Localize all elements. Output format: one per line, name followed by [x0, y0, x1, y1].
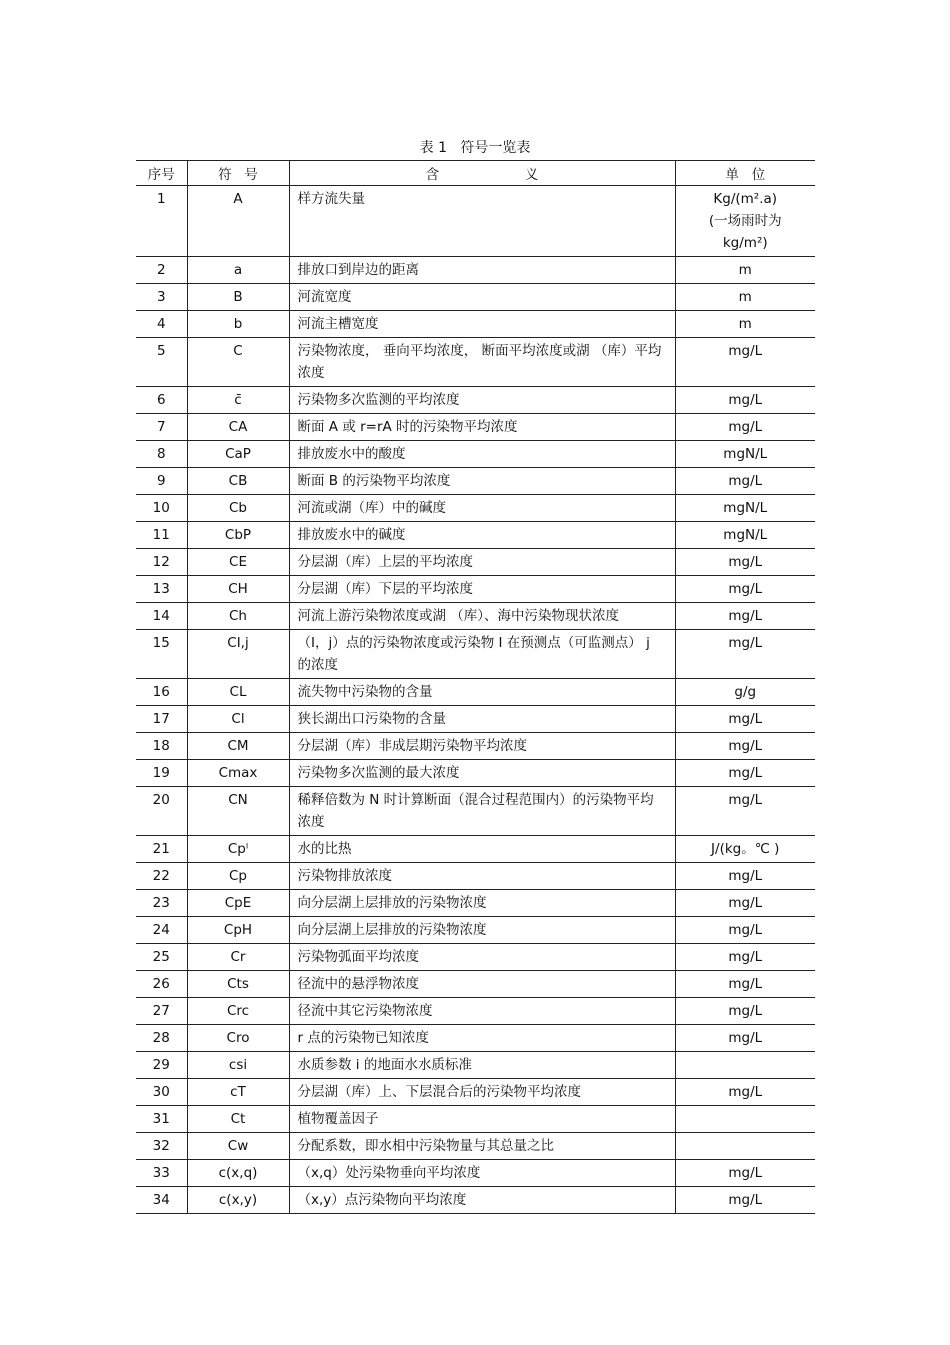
row-number: 22: [136, 863, 187, 890]
row-meaning: 流失物中污染物的含量: [289, 679, 675, 706]
row-unit: mg/L: [675, 760, 815, 787]
table-row: [136, 284, 815, 311]
row-unit: Kg/(m².a) (一场雨时为 kg/m²): [675, 186, 815, 257]
row-number: 13: [136, 576, 187, 603]
row-meaning: 断面 A 或 r=rA 时的污染物平均浓度: [289, 414, 675, 441]
row-number: 17: [136, 706, 187, 733]
row-unit: mg/L: [675, 338, 815, 387]
row-meaning: 分配系数，即水相中污染物量与其总量之比: [289, 1133, 675, 1160]
row-unit: J/(kg。℃ ): [675, 836, 815, 863]
row-unit: mg/L: [675, 1025, 815, 1052]
table-row: [136, 706, 815, 733]
row-meaning: 断面 B 的污染物平均浓度: [289, 468, 675, 495]
row-unit: mg/L: [675, 863, 815, 890]
row-unit: mgN/L: [675, 495, 815, 522]
table-row: [136, 1106, 815, 1133]
row-meaning: 污染物弧面平均浓度: [289, 944, 675, 971]
row-meaning: 河流主槽宽度: [289, 311, 675, 338]
table-row: [136, 890, 815, 917]
row-symbol: CM: [187, 733, 289, 760]
row-number: 15: [136, 630, 187, 679]
table-row: [136, 1025, 815, 1052]
row-symbol: CA: [187, 414, 289, 441]
header-number: 序号: [136, 161, 187, 186]
header-meaning: 含 义: [289, 161, 675, 186]
row-symbol: Cb: [187, 495, 289, 522]
symbol-table: [136, 160, 815, 1214]
row-symbol: CH: [187, 576, 289, 603]
row-symbol: CI,j: [187, 630, 289, 679]
row-meaning: （x,q）处污染物垂向平均浓度: [289, 1160, 675, 1187]
row-number: 33: [136, 1160, 187, 1187]
row-symbol: C: [187, 338, 289, 387]
row-unit: mg/L: [675, 944, 815, 971]
row-number: 2: [136, 257, 187, 284]
row-symbol: b: [187, 311, 289, 338]
row-unit: [675, 1106, 815, 1133]
row-meaning: r 点的污染物已知浓度: [289, 1025, 675, 1052]
row-meaning: 样方流失量: [289, 186, 675, 257]
row-symbol: Cpˡ: [187, 836, 289, 863]
table-title: 表 1 符号一览表: [419, 140, 531, 156]
row-number: 29: [136, 1052, 187, 1079]
row-symbol: CL: [187, 679, 289, 706]
table-row: [136, 917, 815, 944]
table-row: [136, 603, 815, 630]
row-symbol: c(x,y): [187, 1187, 289, 1214]
row-meaning: 分层湖（库）非成层期污染物平均浓度: [289, 733, 675, 760]
table-row: [136, 944, 815, 971]
row-meaning: 污染物多次监测的平均浓度: [289, 387, 675, 414]
row-unit: [675, 1133, 815, 1160]
row-number: 4: [136, 311, 187, 338]
row-meaning: 河流宽度: [289, 284, 675, 311]
row-unit: m: [675, 257, 815, 284]
row-unit: m: [675, 284, 815, 311]
row-unit: mgN/L: [675, 522, 815, 549]
table-row: [136, 787, 815, 836]
row-unit: mg/L: [675, 1079, 815, 1106]
row-unit: mg/L: [675, 387, 815, 414]
row-symbol: A: [187, 186, 289, 257]
row-unit: m: [675, 311, 815, 338]
row-meaning: 水质参数 i 的地面水水质标准: [289, 1052, 675, 1079]
row-number: 25: [136, 944, 187, 971]
row-number: 31: [136, 1106, 187, 1133]
row-symbol: Cts: [187, 971, 289, 998]
table-row: [136, 998, 815, 1025]
row-number: 5: [136, 338, 187, 387]
row-number: 23: [136, 890, 187, 917]
row-number: 19: [136, 760, 187, 787]
table-row: [136, 863, 815, 890]
row-meaning: 植物覆盖因子: [289, 1106, 675, 1133]
table-row: [136, 971, 815, 998]
row-number: 1: [136, 186, 187, 257]
row-number: 6: [136, 387, 187, 414]
row-unit: mg/L: [675, 787, 815, 836]
row-meaning: 河流上游污染物浓度或湖 （库）、海中污染物现状浓度: [289, 603, 675, 630]
row-unit: mg/L: [675, 706, 815, 733]
row-unit: mg/L: [675, 998, 815, 1025]
table-row: [136, 441, 815, 468]
row-symbol: Cw: [187, 1133, 289, 1160]
row-unit: mg/L: [675, 890, 815, 917]
table-row: [136, 414, 815, 441]
row-symbol: c(x,q): [187, 1160, 289, 1187]
row-symbol: CbP: [187, 522, 289, 549]
row-number: 14: [136, 603, 187, 630]
table-row: [136, 522, 815, 549]
table-row: [136, 733, 815, 760]
row-symbol: Ch: [187, 603, 289, 630]
row-unit: g/g: [675, 679, 815, 706]
table-row: [136, 186, 815, 257]
row-symbol: Cp: [187, 863, 289, 890]
row-meaning: 分层湖（库）上层的平均浓度: [289, 549, 675, 576]
row-meaning: 水的比热: [289, 836, 675, 863]
row-symbol: CB: [187, 468, 289, 495]
table-row: [136, 338, 815, 387]
row-meaning: 污染物排放浓度: [289, 863, 675, 890]
row-meaning: 稀释倍数为 N 时计算断面（混合过程范围内）的污染物平均浓度: [289, 787, 675, 836]
row-unit: mg/L: [675, 630, 815, 679]
row-symbol: B: [187, 284, 289, 311]
row-unit: mg/L: [675, 414, 815, 441]
row-symbol: csi: [187, 1052, 289, 1079]
row-meaning: 分层湖（库）上、下层混合后的污染物平均浓度: [289, 1079, 675, 1106]
row-unit: mg/L: [675, 603, 815, 630]
row-number: 34: [136, 1187, 187, 1214]
table-row: [136, 257, 815, 284]
table-row: [136, 311, 815, 338]
table-header-row: [136, 161, 815, 186]
table-row: [136, 495, 815, 522]
row-symbol: CN: [187, 787, 289, 836]
table-row: [136, 387, 815, 414]
table-row: [136, 760, 815, 787]
row-unit: mg/L: [675, 917, 815, 944]
header-unit: 单 位: [675, 161, 815, 186]
row-unit: mg/L: [675, 733, 815, 760]
row-number: 11: [136, 522, 187, 549]
row-symbol: a: [187, 257, 289, 284]
header-symbol: 符 号: [187, 161, 289, 186]
row-symbol: Ct: [187, 1106, 289, 1133]
row-number: 27: [136, 998, 187, 1025]
row-unit: mg/L: [675, 1187, 815, 1214]
row-number: 32: [136, 1133, 187, 1160]
table-row: [136, 679, 815, 706]
row-meaning: （I，j）点的污染物浓度或污染物 I 在预测点（可监测点） j 的浓度: [289, 630, 675, 679]
row-symbol: CE: [187, 549, 289, 576]
row-number: 16: [136, 679, 187, 706]
table-row: [136, 836, 815, 863]
row-number: 10: [136, 495, 187, 522]
row-symbol: Cmax: [187, 760, 289, 787]
row-symbol: CpH: [187, 917, 289, 944]
row-unit: [675, 1052, 815, 1079]
table-row: [136, 468, 815, 495]
row-meaning: 排放废水中的碱度: [289, 522, 675, 549]
row-number: 21: [136, 836, 187, 863]
table-row: [136, 1160, 815, 1187]
row-number: 9: [136, 468, 187, 495]
row-meaning: （x,y）点污染物向平均浓度: [289, 1187, 675, 1214]
row-symbol: Cr: [187, 944, 289, 971]
row-symbol: Cl: [187, 706, 289, 733]
row-number: 30: [136, 1079, 187, 1106]
table-row: [136, 549, 815, 576]
row-unit: mgN/L: [675, 441, 815, 468]
row-meaning: 向分层湖上层排放的污染物浓度: [289, 890, 675, 917]
row-meaning: 河流或湖（库）中的碱度: [289, 495, 675, 522]
row-unit: mg/L: [675, 971, 815, 998]
row-symbol: c̄: [187, 387, 289, 414]
row-meaning: 分层湖（库）下层的平均浓度: [289, 576, 675, 603]
row-symbol: CpE: [187, 890, 289, 917]
row-meaning: 排放废水中的酸度: [289, 441, 675, 468]
row-number: 18: [136, 733, 187, 760]
row-unit: mg/L: [675, 549, 815, 576]
row-number: 24: [136, 917, 187, 944]
table-row: [136, 1133, 815, 1160]
row-symbol: cT: [187, 1079, 289, 1106]
row-unit: mg/L: [675, 576, 815, 603]
row-number: 12: [136, 549, 187, 576]
row-number: 20: [136, 787, 187, 836]
table-row: [136, 1079, 815, 1106]
row-meaning: 污染物多次监测的最大浓度: [289, 760, 675, 787]
row-meaning: 排放口到岸边的距离: [289, 257, 675, 284]
row-unit: mg/L: [675, 468, 815, 495]
row-symbol: Cro: [187, 1025, 289, 1052]
row-meaning: 污染物浓度， 垂向平均浓度， 断面平均浓度或湖 （库）平均浓度: [289, 338, 675, 387]
row-number: 8: [136, 441, 187, 468]
row-meaning: 径流中的悬浮物浓度: [289, 971, 675, 998]
row-number: 26: [136, 971, 187, 998]
row-number: 28: [136, 1025, 187, 1052]
row-meaning: 向分层湖上层排放的污染物浓度: [289, 917, 675, 944]
row-symbol: CaP: [187, 441, 289, 468]
table-row: [136, 576, 815, 603]
row-symbol: Crc: [187, 998, 289, 1025]
table-row: [136, 630, 815, 679]
table-row: [136, 1052, 815, 1079]
row-unit: mg/L: [675, 1160, 815, 1187]
row-number: 7: [136, 414, 187, 441]
row-meaning: 径流中其它污染物浓度: [289, 998, 675, 1025]
table-row: [136, 1187, 815, 1214]
row-number: 3: [136, 284, 187, 311]
row-meaning: 狭长湖出口污染物的含量: [289, 706, 675, 733]
